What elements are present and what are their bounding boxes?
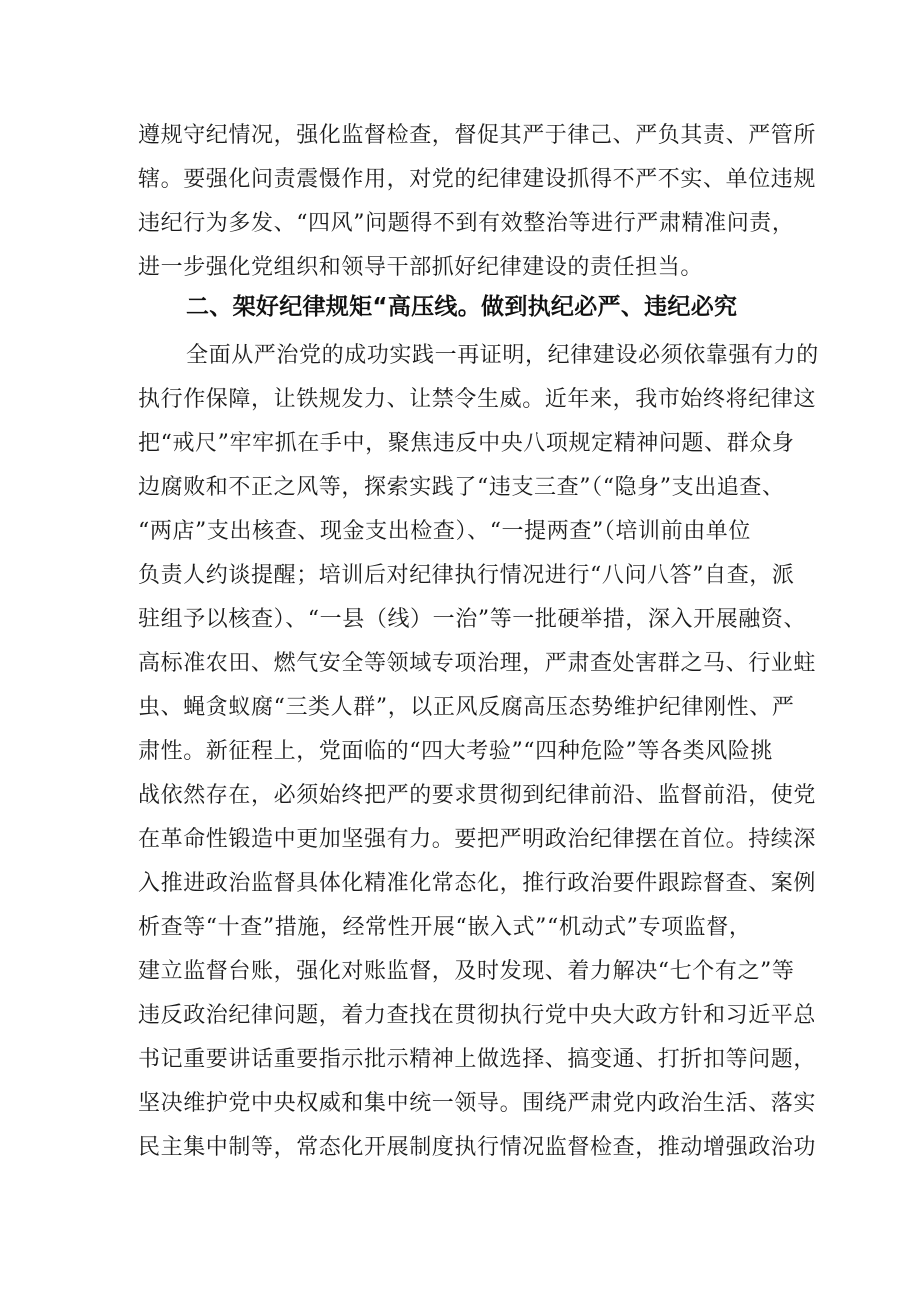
body-text-line: 虫、蝇贪蚁腐“三类人群”，以正风反腐高压态势维护纪律刚性、严 — [138, 695, 795, 720]
body-text-line: 民主集中制等，常态化开展制度执行情况监督检查，推动增强政治功 — [138, 1135, 817, 1160]
body-text-line: 肃性。新征程上，党面临的“四大考验”“四种危险”等各类风险挑 — [138, 739, 773, 764]
body-text-line: 驻组予以核查）、“一县（线）一治”等一批硬举措，深入开展融资、 — [138, 607, 807, 632]
body-text-line: 辖。要强化问责震慑作用，对党的纪律建设抓得不严不实、单位违规 — [138, 167, 817, 192]
body-text-line: 高标准农田、燃气安全等领域专项治理，严肃查处害群之马、行业蛀 — [138, 651, 817, 676]
body-text-line: 书记重要讲话重要指示批示精神上做选择、搞变通、打折扣等问题， — [138, 1047, 817, 1072]
body-text-line: 析查等“十查”措施，经常性开展“嵌入式”“机动式”专项监督， — [138, 915, 752, 940]
paragraph-first-line: 全面从严治党的成功实践一再证明，纪律建设必须依靠强有力的 — [186, 343, 819, 368]
body-text-line: 执行作保障，让铁规发力、让禁令生威。近年来，我市始终将纪律这 — [138, 387, 817, 412]
body-text-line: “两店”支出核查、现金支出检查）、“一提两查”（培训前由单位 — [138, 519, 751, 544]
section-heading: 二、架好纪律规矩“高压线。做到执纪必严、违纪必究 — [186, 294, 738, 320]
body-text-line: 负责人约谈提醒；培训后对纪律执行情况进行“八问八答”自查，派 — [138, 563, 795, 588]
body-text-line: 违纪行为多发、“四风”问题得不到有效整治等进行严肃精准问责， — [138, 211, 795, 236]
body-text-line: 违反政治纪律问题，着力查找在贯彻执行党中央大政方针和习近平总 — [138, 1003, 817, 1028]
body-text-line: 坚决维护党中央权威和集中统一领导。围绕严肃党内政治生活、落实 — [138, 1091, 817, 1116]
body-text-line: 建立监督台账，强化对账监督，及时发现、着力解决“七个有之”等 — [138, 959, 795, 984]
body-text-line: 遵规守纪情况，强化监督检查，督促其严于律己、严负其责、严管所 — [138, 123, 817, 148]
body-text-line: 战依然存在，必须始终把严的要求贯彻到纪律前沿、监督前沿，使党 — [138, 783, 817, 808]
body-text-line: 进一步强化党组织和领导干部抓好纪律建设的责任担当。 — [138, 255, 704, 280]
body-text-line: 边腐败和不正之风等，探索实践了“违支三查”（“隐身”支出追查、 — [138, 475, 785, 500]
body-text-line: 在革命性锻造中更加坚强有力。要把严明政治纪律摆在首位。持续深 — [138, 827, 817, 852]
body-text-line: 把“戒尺”牢牢抓在手中，聚焦违反中央八项规定精神问题、群众身 — [138, 431, 795, 456]
body-text-line: 入推进政治监督具体化精准化常态化，推行政治要件跟踪督查、案例 — [138, 871, 817, 896]
